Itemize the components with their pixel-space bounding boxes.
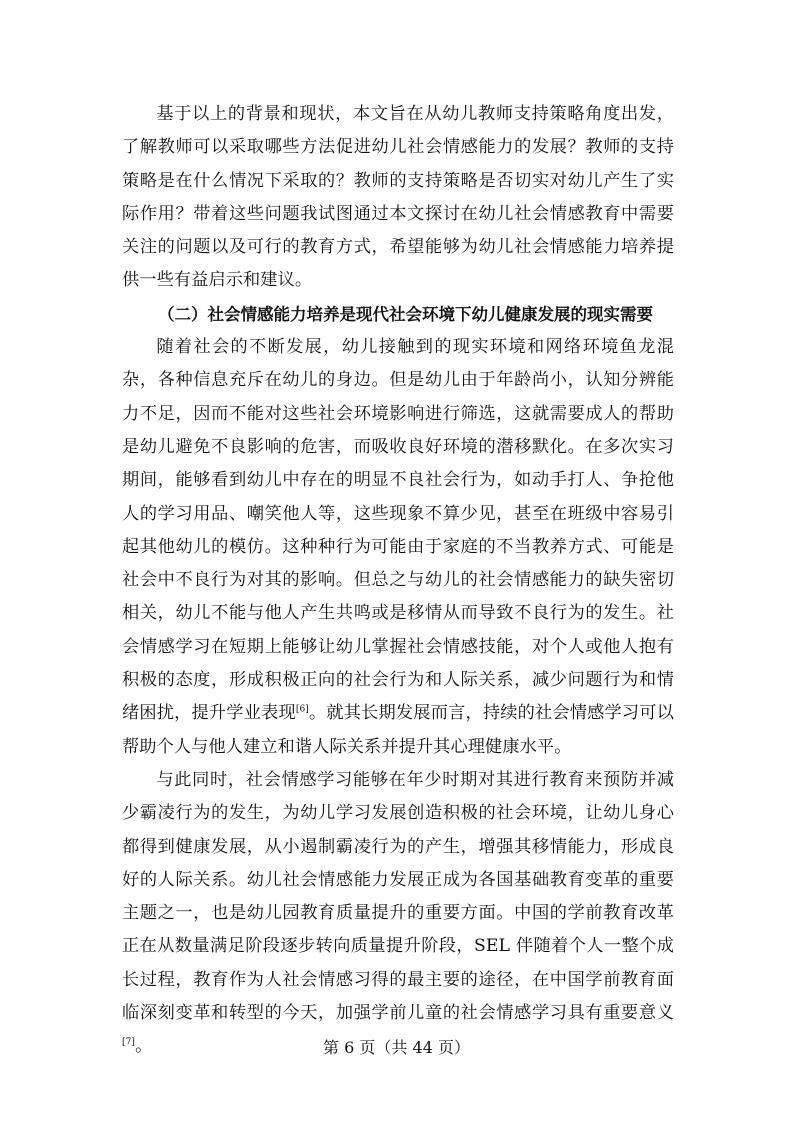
page-body <box>122 98 674 1064</box>
body-paragraph-1: 基于以上的背景和现状，本文旨在从幼儿教师支持策略角度出发，了解教师可以采取哪些方法促进幼儿社会情感能力的发展？教师的支持策略是在什么情况下采取的？教师的支持策略是否切实对幼儿产生了实际作用？带着这些问题我试图通过本文探讨在幼儿社会情感教育中需要关注的问题以及可行的教育方式，希望能够为幼儿社会情感能力培养提供一些有益启示和建议。 <box>122 104 674 291</box>
citation-ref-6: [6] <box>295 704 309 715</box>
footer-prefix: 第 <box>323 1038 340 1057</box>
footer-page-number: 6 <box>344 1038 355 1057</box>
paragraph-text: 随着社会的不断发展，幼儿接触到的现实环境和网络环境鱼龙混杂，各种信息充斥在幼儿的身边。但是幼儿由于年龄尚小，认知分辨能力不足，因而不能对这些社会环境影响进行筛选，这就需要成人的帮助是幼儿避免不良影响的危害，而吸收良好环境的潜移默化。在多次实习期间，能够看到幼儿中存在的明显不良社会行为，如动手打人、争抢他人的学习用品、嘲笑他人等，这些现象不算少见，甚至在班级中容易引起其他幼儿的模仿。这种种行为可能由于家庭的不当教养方式、可能是社会中不良行为对其的影响。但总之与幼儿的社会情感能力的缺失密切相关，幼儿不能与他人产生共鸣或是移情从而导致不良行为的发生。社会情感学习在短期上能够让幼儿掌握社会情感技能，对个人或他人抱有积极的态度，形成积极正向的社会行为和人际关系，减少问题行为和情绪困扰，提升学业表现 <box>122 337 674 724</box>
footer-total-pages: 44 <box>412 1038 433 1057</box>
body-paragraph-2 <box>122 331 674 764</box>
paragraph-tail: 。 <box>135 1036 153 1057</box>
paragraph-text: 与此同时，社会情感学习能够在年少时期对其进行教育来预防并减少霸凌行为的发生，为幼儿学习发展创造积极的社会环境，让幼儿身心都得到健康发展，从小遏制霸凌行为的产生，增强其移情能力，形成良好的人际关系。幼儿社会情感能力发展正成为各国基础教育变革的重要主题之一，也是幼儿园教育质量提升的重要方面。中国的学前教育改革正在从数量满足阶段逐步转向质量提升阶段，SEL 伴随着个人一整个成长过程，教育作为人社会情感习得的最主要的途径，在中国学前教育面临深刻变革和转型的今天，加强学前儿童的社会情感学习具有重要意义 <box>122 769 674 1024</box>
paragraph-tail: 。就其长期发展而言，持续的社会情感学习可以帮助个人与他人建立和谐人际关系并提升其心理健康水平。 <box>122 703 674 757</box>
page-footer <box>0 1036 793 1060</box>
section-heading-2: （二）社会情感能力培养是现代社会环境下幼儿健康发展的现实需要 <box>158 304 653 324</box>
footer-suffix: 页） <box>437 1038 470 1057</box>
citation-ref-7: [7] <box>122 1037 136 1048</box>
body-paragraph-3 <box>122 764 674 1064</box>
footer-middle: 页（共 <box>359 1038 408 1057</box>
